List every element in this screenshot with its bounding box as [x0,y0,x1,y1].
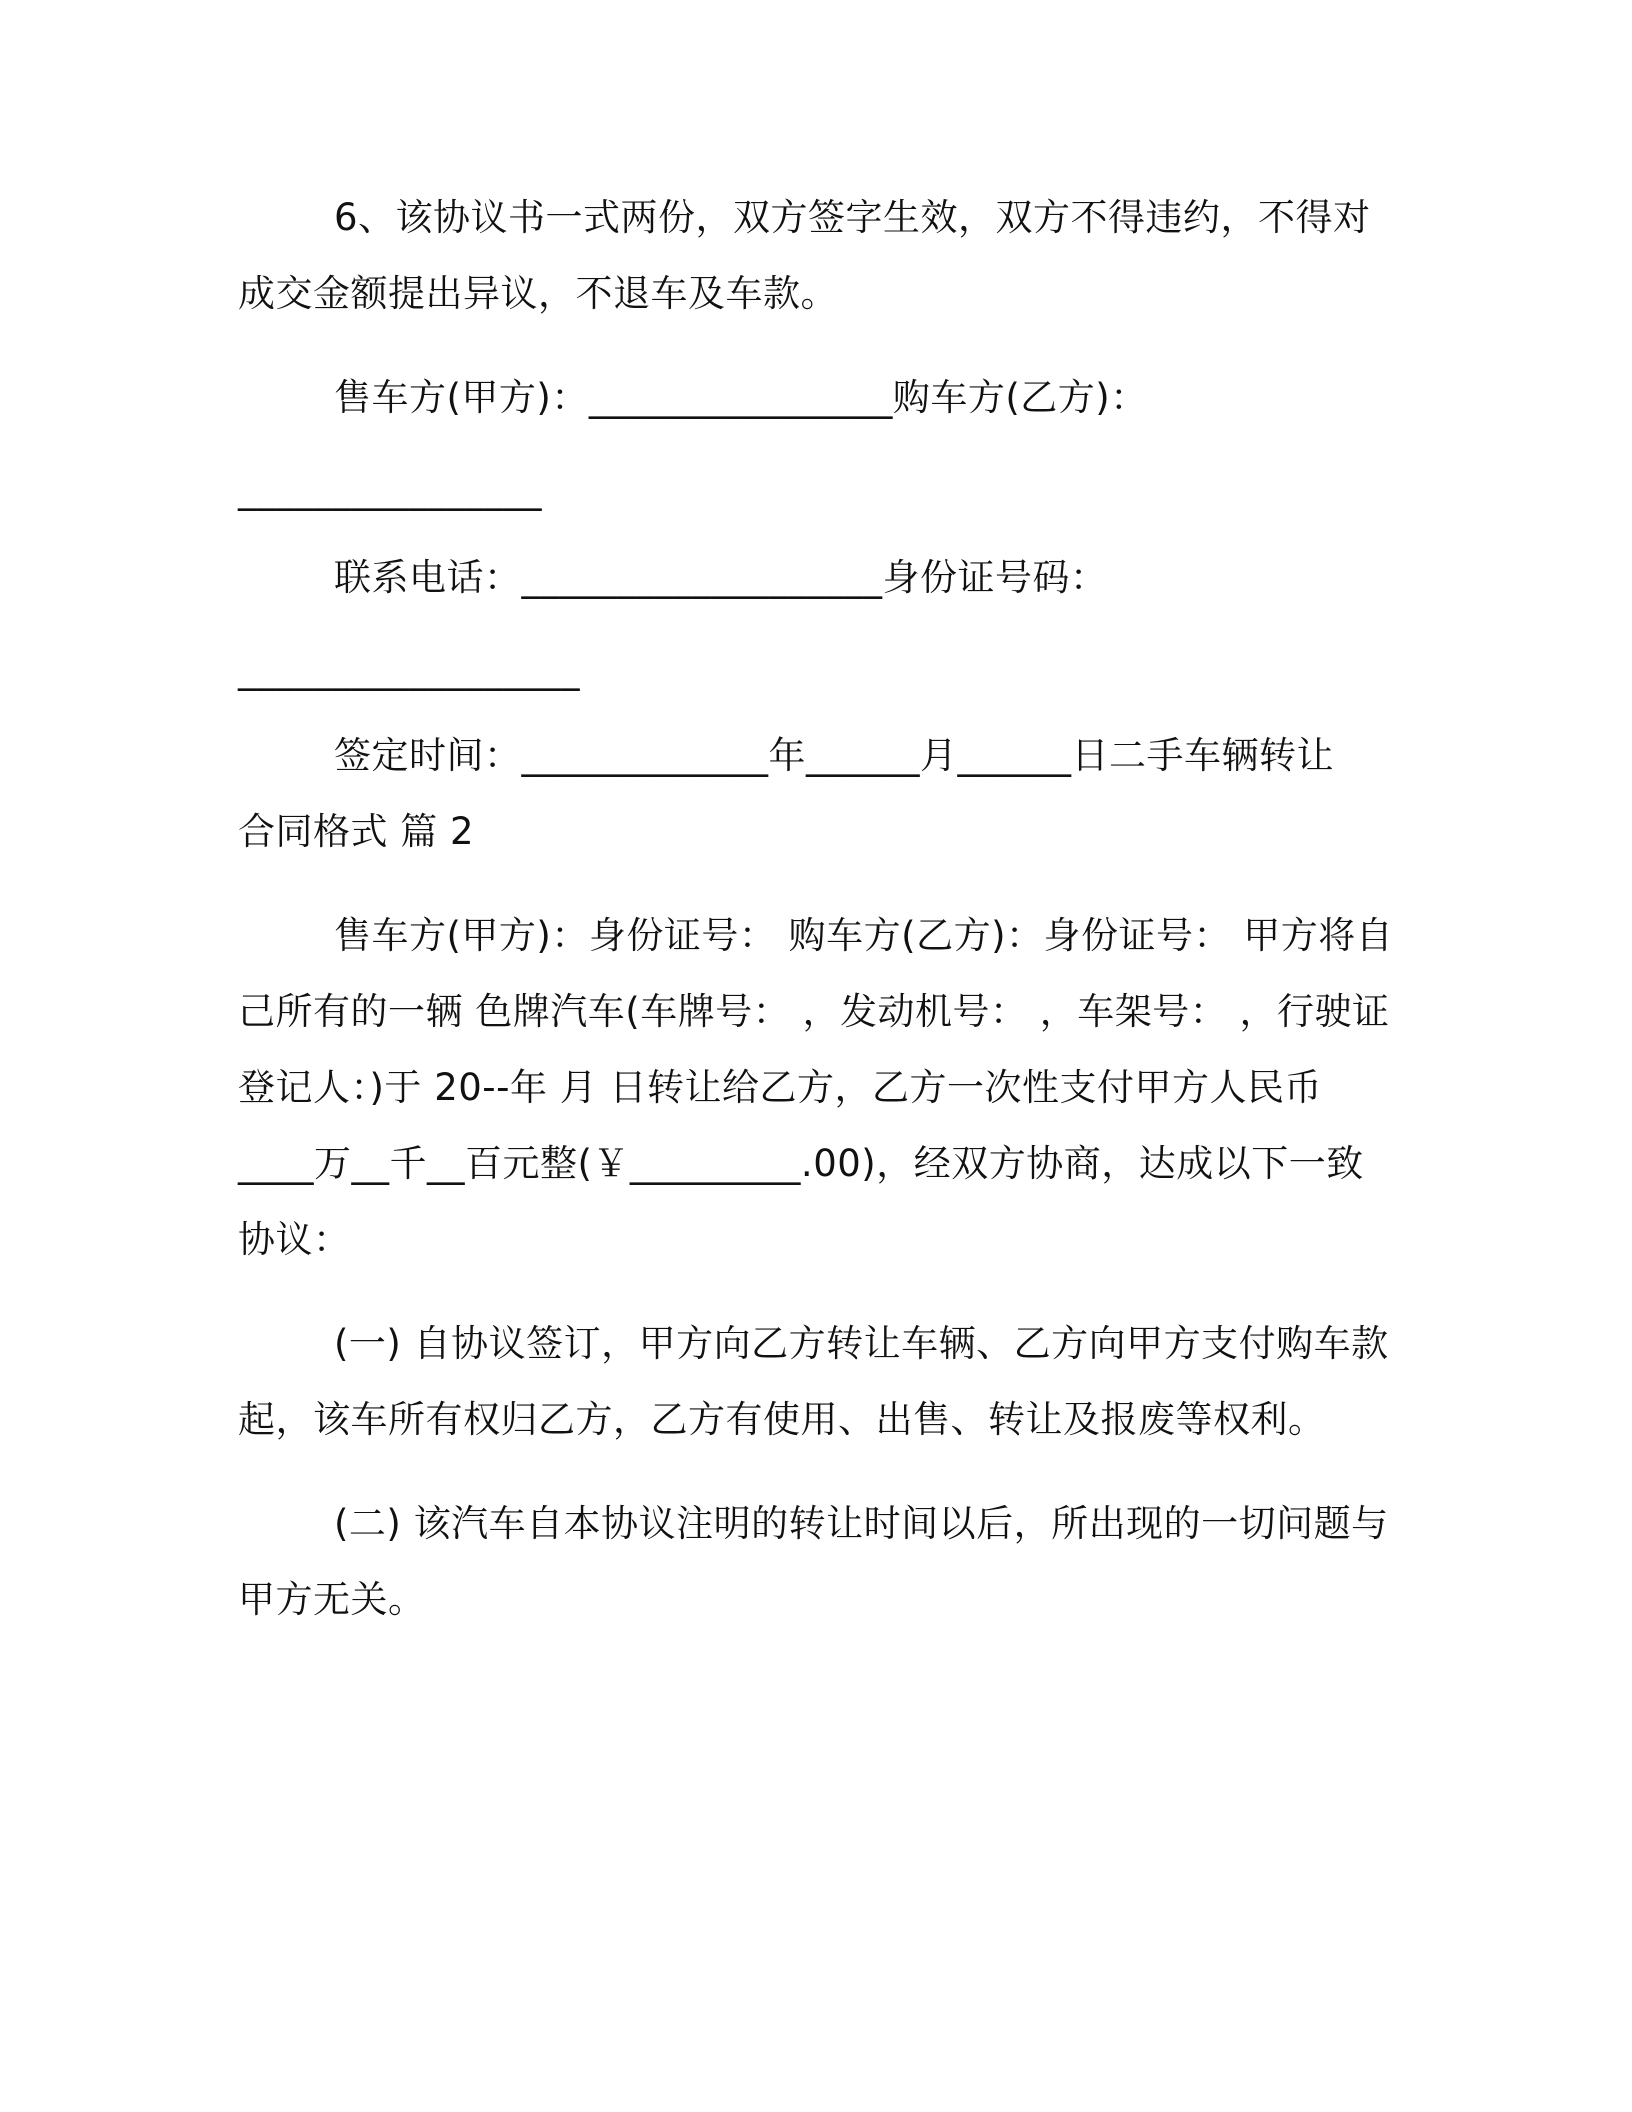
clause-6-line-1: 6、该协议书一式两份，双方签字生效，双方不得违约，不得对 [334,196,1371,239]
id-number-blank: __________________ [238,648,580,691]
intro-line-2: 己所有的一辆 色牌汽车(车牌号： ，发动机号： ，车架号： ，行驶证 [238,990,1390,1033]
clause-2-line-1: (二) 该汽车自本协议注明的转让时间以后，所出现的一切问题与 [334,1502,1389,1545]
phone-id-line: 联系电话：___________________身份证号码： [334,556,1108,599]
intro-line-1: 售车方(甲方)：身份证号： 购车方(乙方)：身份证号： 甲方将自 [334,914,1394,957]
clause-1-line-1: (一) 自协议签订，甲方向乙方转让车辆、乙方向甲方支付购车款 [334,1322,1389,1365]
seller-buyer-signature-line: 售车方(甲方)：________________购车方(乙方)： [334,376,1148,419]
signing-date-line: 签定时间：_____________年______月______日二手车辆转让 [334,734,1334,777]
section-title: 合同格式 篇 2 [238,810,475,853]
buyer-signature-blank: ________________ [238,468,542,511]
intro-line-3: 登记人：)于 20--年 月 日转让给乙方，乙方一次性支付甲方人民币 [238,1066,1323,1109]
intro-line-5: 协议： [238,1218,351,1261]
clause-1-line-2: 起，该车所有权归乙方，乙方有使用、出售、转让及报废等权利。 [238,1398,1326,1441]
clause-2-line-2: 甲方无关。 [238,1578,426,1621]
clause-6-line-2: 成交金额提出异议，不退车及车款。 [238,272,838,315]
intro-line-4: ____万__千__百元整(￥_________.00)，经双方协商，达成以下一致 [238,1142,1364,1185]
